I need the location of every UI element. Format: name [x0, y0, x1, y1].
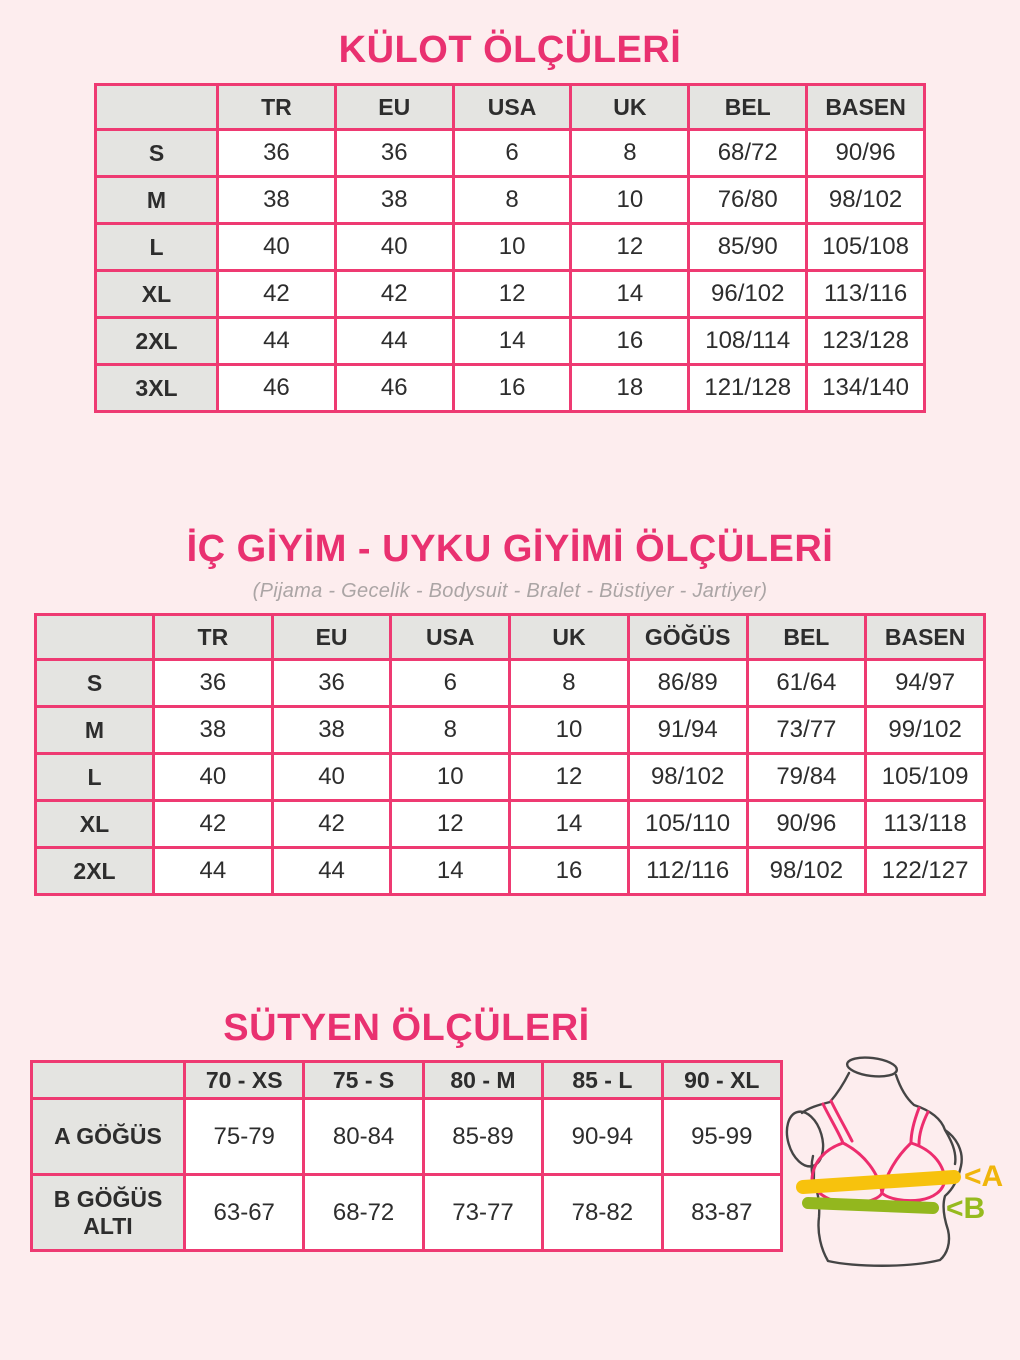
- size-cell: 73/77: [747, 707, 866, 754]
- size-cell: 91/94: [628, 707, 747, 754]
- size-cell: 44: [218, 318, 336, 365]
- bra-measurement-illustration: [783, 1046, 1020, 1326]
- size-cell: 38: [154, 707, 273, 754]
- size-cell: 42: [272, 801, 391, 848]
- column-header: EU: [335, 85, 453, 130]
- size-cell: 90-94: [543, 1099, 662, 1175]
- size-cell: 98/102: [747, 848, 866, 895]
- row-label: B GÖĞÜS ALTI: [32, 1175, 185, 1251]
- size-cell: 8: [391, 707, 510, 754]
- size-cell: 12: [510, 754, 629, 801]
- size-cell: 40: [335, 224, 453, 271]
- size-cell: 90/96: [747, 801, 866, 848]
- table-row: [96, 130, 925, 177]
- size-cell: 36: [272, 660, 391, 707]
- column-header: 80 - M: [423, 1062, 542, 1099]
- underwear-sleepwear-section: [34, 527, 986, 896]
- row-label: XL: [36, 801, 154, 848]
- size-cell: 16: [510, 848, 629, 895]
- size-cell: 6: [453, 130, 571, 177]
- size-cell: 14: [391, 848, 510, 895]
- table-row: [36, 660, 985, 707]
- size-cell: 90/96: [807, 130, 925, 177]
- size-cell: 86/89: [628, 660, 747, 707]
- sutyen-table-grid: [30, 1060, 783, 1252]
- size-cell: 42: [335, 271, 453, 318]
- size-cell: 122/127: [866, 848, 985, 895]
- size-cell: 6: [391, 660, 510, 707]
- size-cell: 10: [571, 177, 689, 224]
- size-cell: 14: [453, 318, 571, 365]
- panty-size-section: [94, 0, 926, 413]
- table-row: [96, 365, 925, 412]
- size-cell: 80-84: [304, 1099, 423, 1175]
- table-row: [36, 801, 985, 848]
- row-label: M: [36, 707, 154, 754]
- size-cell: 85-89: [423, 1099, 542, 1175]
- corner-cell: [32, 1062, 185, 1099]
- kulot-table-grid: [94, 83, 926, 413]
- size-cell: 73-77: [423, 1175, 542, 1251]
- header-row: [32, 1062, 782, 1099]
- bust-band-a: [803, 1177, 954, 1187]
- column-header: BASEN: [866, 615, 985, 660]
- row-label: S: [96, 130, 218, 177]
- size-cell: 105/109: [866, 754, 985, 801]
- table-row: [96, 177, 925, 224]
- size-cell: 105/110: [628, 801, 747, 848]
- column-header: TR: [218, 85, 336, 130]
- column-header: TR: [154, 615, 273, 660]
- size-cell: 12: [391, 801, 510, 848]
- size-cell: 85/90: [689, 224, 807, 271]
- header-row: [96, 85, 925, 130]
- size-cell: 8: [571, 130, 689, 177]
- column-header: USA: [391, 615, 510, 660]
- size-cell: 40: [272, 754, 391, 801]
- left-armhole: [783, 1107, 829, 1170]
- table-row: [96, 318, 925, 365]
- row-label: 3XL: [96, 365, 218, 412]
- size-cell: 36: [154, 660, 273, 707]
- size-cell: 94/97: [866, 660, 985, 707]
- size-cell: 98/102: [628, 754, 747, 801]
- size-cell: 63-67: [185, 1175, 304, 1251]
- header-row: [36, 615, 985, 660]
- table-row: [32, 1099, 782, 1175]
- column-header: USA: [453, 85, 571, 130]
- size-cell: 40: [154, 754, 273, 801]
- size-cell: 44: [335, 318, 453, 365]
- table-row: [36, 848, 985, 895]
- size-cell: 68-72: [304, 1175, 423, 1251]
- row-label: L: [36, 754, 154, 801]
- panty-table-title: KÜLOT ÖLÇÜLERİ: [338, 29, 682, 71]
- table-row: [32, 1175, 782, 1251]
- size-cell: 40: [218, 224, 336, 271]
- size-cell: 78-82: [543, 1175, 662, 1251]
- size-cell: 108/114: [689, 318, 807, 365]
- row-label: L: [96, 224, 218, 271]
- size-cell: 36: [335, 130, 453, 177]
- size-cell: 14: [571, 271, 689, 318]
- size-cell: 10: [510, 707, 629, 754]
- column-header: UK: [571, 85, 689, 130]
- corner-cell: [96, 85, 218, 130]
- size-cell: 123/128: [807, 318, 925, 365]
- column-header: 85 - L: [543, 1062, 662, 1099]
- table-row: [36, 754, 985, 801]
- torso-outline: [783, 1055, 962, 1266]
- column-header: 70 - XS: [185, 1062, 304, 1099]
- size-cell: 121/128: [689, 365, 807, 412]
- band-b-label: <B: [946, 1192, 986, 1225]
- ic-giyim-table-grid: [34, 613, 986, 896]
- column-header: EU: [272, 615, 391, 660]
- size-cell: 105/108: [807, 224, 925, 271]
- size-cell: 12: [453, 271, 571, 318]
- size-cell: 16: [571, 318, 689, 365]
- size-cell: 18: [571, 365, 689, 412]
- bra-size-section: [30, 1006, 1020, 1326]
- size-cell: 38: [335, 177, 453, 224]
- bra-size-left: [30, 1006, 783, 1252]
- size-cell: 16: [453, 365, 571, 412]
- size-cell: 76/80: [689, 177, 807, 224]
- row-label: 2XL: [96, 318, 218, 365]
- size-cell: 42: [154, 801, 273, 848]
- size-cell: 46: [218, 365, 336, 412]
- band-a-label: <A: [964, 1160, 1004, 1193]
- size-cell: 79/84: [747, 754, 866, 801]
- row-label: M: [96, 177, 218, 224]
- size-cell: 99/102: [866, 707, 985, 754]
- size-cell: 10: [453, 224, 571, 271]
- row-label: 2XL: [36, 848, 154, 895]
- row-label: XL: [96, 271, 218, 318]
- column-header: BEL: [747, 615, 866, 660]
- size-cell: 44: [154, 848, 273, 895]
- column-header: UK: [510, 615, 629, 660]
- size-cell: 8: [510, 660, 629, 707]
- size-cell: 8: [453, 177, 571, 224]
- column-header: GÖĞÜS: [628, 615, 747, 660]
- column-header: BEL: [689, 85, 807, 130]
- size-cell: 61/64: [747, 660, 866, 707]
- table-row: [96, 224, 925, 271]
- size-cell: 113/118: [866, 801, 985, 848]
- column-header: 90 - XL: [662, 1062, 781, 1099]
- size-cell: 42: [218, 271, 336, 318]
- bra-size-table: [30, 1060, 783, 1252]
- table-row: [36, 707, 985, 754]
- underwear-table-title: İÇ GİYİM - UYKU GİYİMİ ÖLÇÜLERİ: [186, 528, 834, 570]
- size-cell: 113/116: [807, 271, 925, 318]
- size-cell: 75-79: [185, 1099, 304, 1175]
- size-cell: 96/102: [689, 271, 807, 318]
- size-cell: 112/116: [628, 848, 747, 895]
- row-label: A GÖĞÜS: [32, 1099, 185, 1175]
- underbust-band-b: [808, 1203, 933, 1208]
- bra-table-title: SÜTYEN ÖLÇÜLERİ: [223, 1007, 590, 1049]
- neck-rim: [846, 1055, 898, 1079]
- size-cell: 98/102: [807, 177, 925, 224]
- size-cell: 38: [218, 177, 336, 224]
- corner-cell: [36, 615, 154, 660]
- column-header: 75 - S: [304, 1062, 423, 1099]
- size-cell: 14: [510, 801, 629, 848]
- size-cell: 38: [272, 707, 391, 754]
- table-row: [96, 271, 925, 318]
- size-cell: 12: [571, 224, 689, 271]
- size-cell: 10: [391, 754, 510, 801]
- mannequin-torso-drawing: [783, 1046, 1020, 1321]
- size-cell: 46: [335, 365, 453, 412]
- underwear-table-subtitle: (Pijama - Gecelik - Bodysuit - Bralet - Büstiyer - Jartiyer): [252, 580, 768, 602]
- underwear-size-table: [34, 613, 986, 896]
- size-cell: 44: [272, 848, 391, 895]
- size-cell: 95-99: [662, 1099, 781, 1175]
- size-cell: 134/140: [807, 365, 925, 412]
- size-cell: 68/72: [689, 130, 807, 177]
- panty-size-table: [94, 83, 926, 413]
- size-cell: 83-87: [662, 1175, 781, 1251]
- size-cell: 36: [218, 130, 336, 177]
- column-header: BASEN: [807, 85, 925, 130]
- row-label: S: [36, 660, 154, 707]
